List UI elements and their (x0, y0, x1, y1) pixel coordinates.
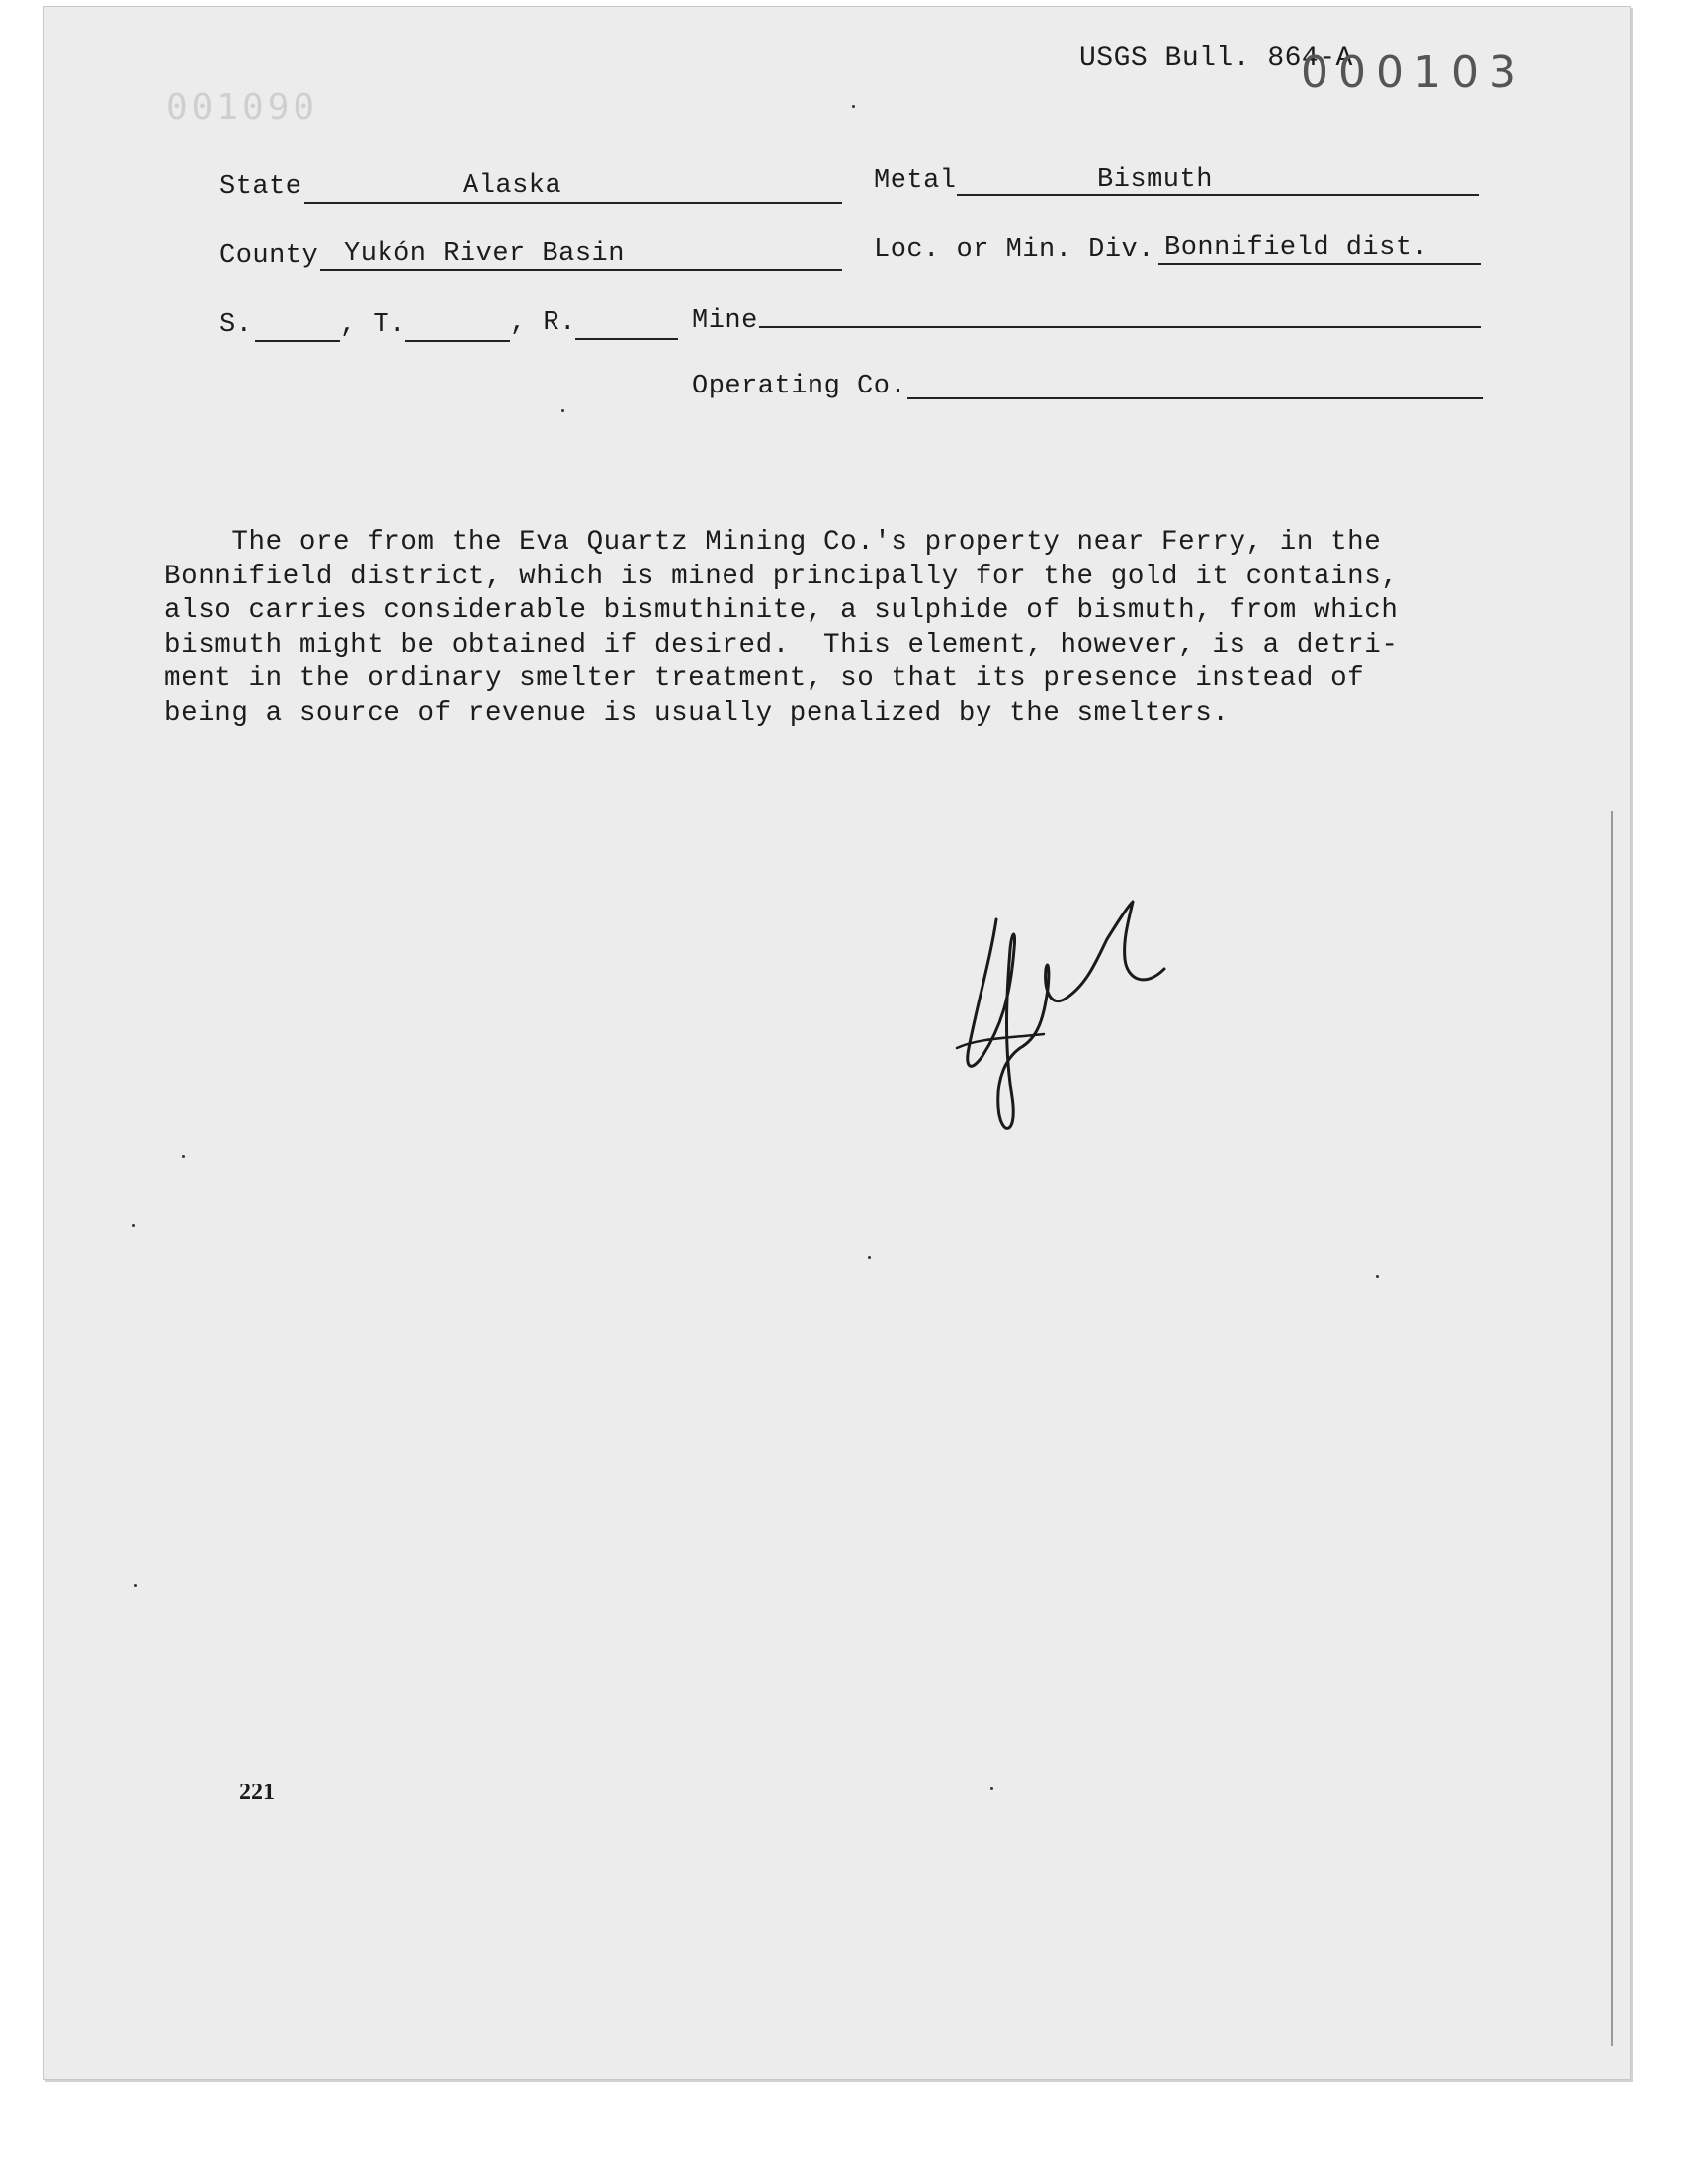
paragraph-line: bismuth might be obtained if desired. This element, however, is a detri- (164, 629, 1399, 660)
metal-value: Bismuth (1097, 165, 1213, 195)
description-paragraph (164, 526, 1439, 731)
scan-speck (132, 1224, 135, 1227)
scan-speck (182, 1155, 185, 1158)
loc-value: Bonnifield dist. (1164, 233, 1429, 263)
township-label: , T. (340, 310, 406, 340)
state-value: Alaska (463, 171, 562, 201)
page-number: 221 (239, 1780, 275, 1805)
stamp-number: 000103 (1301, 47, 1526, 98)
county-label: County (219, 241, 319, 271)
faded-stamp-number: 001090 (166, 87, 319, 128)
county-field-line (320, 269, 842, 271)
paragraph-line: ment in the ordinary smelter treatment, so that its presence instead of (164, 663, 1365, 694)
bulletin-reference: USGS Bull. 864-A (1079, 44, 1353, 74)
paragraph-line: Bonnifield district, which is mined principally for the gold it contains, (164, 561, 1399, 592)
paragraph-line: also carries considerable bismuthinite, a sulphide of bismuth, from which (164, 595, 1399, 626)
scan-speck (134, 1584, 137, 1587)
handwritten-signature (949, 890, 1186, 1147)
section-field-line (255, 340, 340, 342)
scan-speck (868, 1256, 871, 1259)
metal-label: Metal (874, 166, 957, 196)
document-page (43, 6, 1631, 2080)
range-field-line (575, 338, 678, 340)
township-field-line (405, 340, 510, 342)
scan-speck (1376, 1275, 1379, 1278)
metal-field-line (957, 194, 1479, 196)
page-edge-rule (1611, 811, 1613, 2046)
mine-label: Mine (692, 306, 758, 336)
loc-field-line (1158, 263, 1481, 265)
range-label: , R. (510, 308, 576, 338)
mine-field-line (759, 326, 1481, 328)
section-label: S. (219, 310, 253, 340)
state-field-line (304, 202, 842, 204)
county-value: Yukón River Basin (344, 239, 625, 269)
state-label: State (219, 172, 302, 202)
loc-label: Loc. or Min. Div. (874, 235, 1154, 265)
scan-speck (561, 409, 564, 412)
operating-co-field-line (907, 397, 1483, 399)
paragraph-line: being a source of revenue is usually penalized by the smelters. (164, 697, 1230, 729)
paragraph-line: The ore from the Eva Quartz Mining Co.'s property near Ferry, in the (164, 527, 1382, 558)
scan-speck (990, 1787, 993, 1790)
operating-co-label: Operating Co. (692, 372, 907, 401)
scan-speck (852, 105, 855, 108)
